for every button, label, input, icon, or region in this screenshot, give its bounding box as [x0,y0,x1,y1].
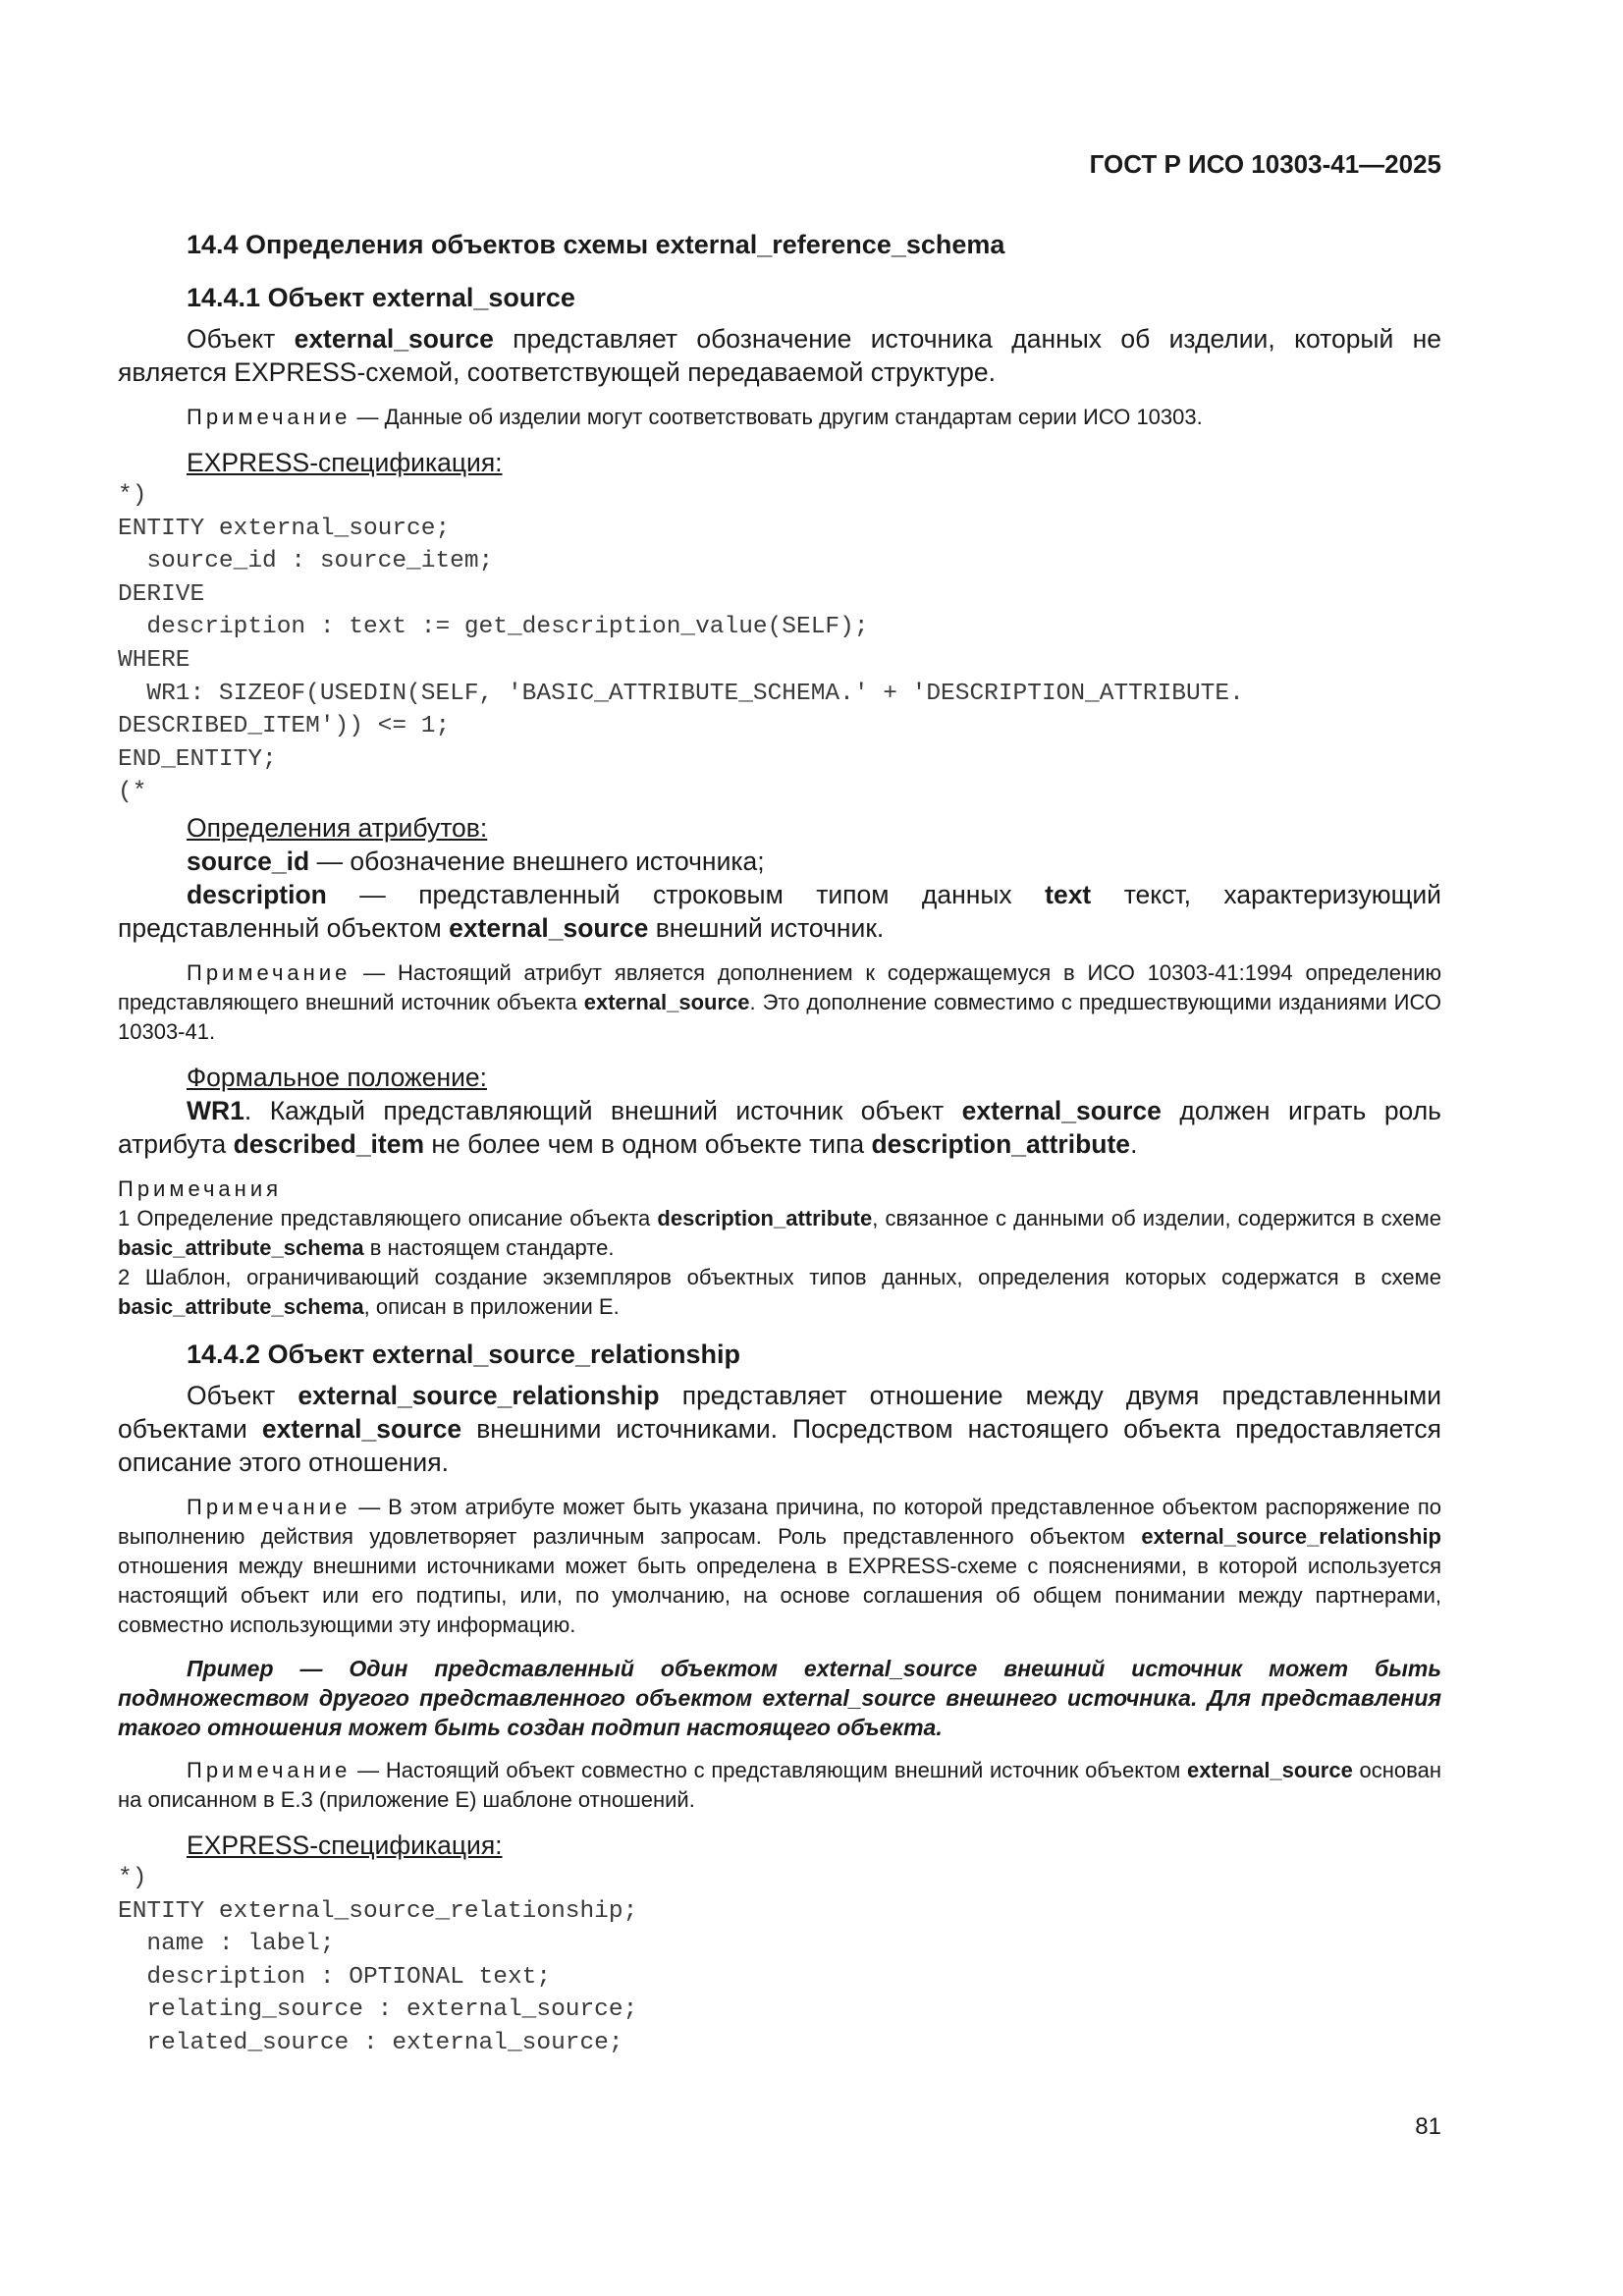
note-data-standards: Примечание — Данные об изделии могут соответствовать другим стандартам серии ИСО 10303. [187,405,1203,429]
notes-label: Примечания [118,1175,283,1201]
running-header: ГОСТ Р ИСО 10303-41—2025 [1089,149,1441,179]
notes-wr1 [118,1175,1441,1322]
formal-proposition-label: Формальное положение: [187,1062,488,1092]
note-relationship-role: Примечание — В этом атрибуте может быть указана причина, по которой представленное объектом распоряжение по выполнению действия удовлетворяет различным запросам. Роль представленного объектом external_source_relationship отношения между внешними источниками может быть определена в EXPRESS-схеме с пояснениями, в которой используется настоящий объект или его подтипы, или, по умолчанию, на основе соглашения об общем понимании между партнерами, совместно использующими эту информацию. [118,1494,1441,1637]
external-source-intro: Объект external_source представляет обозначение источника данных об изделии, который не является EXPRESS-схемой, соответствующей передаваемой структуре. [118,324,1441,387]
section-14-4-2-title: 14.4.2 Объект external_source_relationship [187,1339,740,1369]
attr-source-id: source_id — обозначение внешнего источника; [187,846,765,876]
attr-description: description — представленный строковым типом данных text текст, характеризующий представленный объектом external_source внешний источник. [118,879,1441,943]
express-spec-label: EXPRESS-спецификация: [187,448,503,477]
note-attribute-supplement: Примечание — Настоящий атрибут является дополнением к содержащемуся в ИСО 10303-41:1994 определению представляющего внешний источник объекта external_source. Это дополнение совместимо с предшествующими изданиями ИСО 10303-41. [118,959,1442,1044]
express-code-external-source: *) ENTITY external_source; source_id : source_item; DERIVE description : text := get_description_value(SELF); WHERE WR1: SIZEOF(USEDIN(SELF, 'BASIC_ATTRIBUTE_SCHEMA.' + 'DESCRIPTION_ATTRIBUTE. DESCRIBED_ITEM')) <= 1; END_ENTITY; (* [118,482,1244,806]
example-subset: Пример — Один представленный объектом external_source внешний источник может быть подмножеством другого представленного объектом external_source внешнего источника. Для представления такого отношения может быть создан подтип настоящего объекта. [118,1655,1441,1740]
wr1-text: WR1. Каждый представляющий внешний источник объект external_source должен играть роль атрибута described_item не более чем в одном объекте типа description_attribute. [118,1095,1441,1159]
note-item-1: 1 Определение представляющего описание объекта description_attribute, связанное с данными об изделии, содержится в схеме basic_attribute_schema в настоящем стандарте. [118,1205,1441,1260]
page-number: 81 [1415,2113,1441,2140]
attribute-definitions-label: Определения атрибутов: [187,812,488,843]
note-relationship-template: Примечание — Настоящий объект совместно с представляющим внешний источник объектом external_source основан на описанном в Е.3 (приложение Е) шаблоне отношений. [118,1757,1441,1812]
external-source-relationship-intro: Объект external_source_relationship представляет отношение между двумя представленными объектами external_source внешними источниками. Посредством настоящего объекта предоставляется описание этого отношения. [118,1380,1441,1477]
express-code-external-source-relationship: *) ENTITY external_source_relationship; name : label; description : OPTIONAL text; relating_source : external_source; related_source : external_source; [118,1864,638,2056]
note-item-2: 2 Шаблон, ограничивающий создание экземпляров объектных типов данных, определения которых содержатся в схеме basic_attribute_schema, описан в приложении Е. [118,1264,1441,1319]
section-14-4-1-title: 14.4.1 Объект external_source [187,283,575,312]
section-14-4-title: 14.4 Определения объектов схемы external_reference_schema [187,230,1005,259]
express-spec-label-2: EXPRESS-спецификация: [187,1830,503,1860]
page-content [118,228,1441,2060]
